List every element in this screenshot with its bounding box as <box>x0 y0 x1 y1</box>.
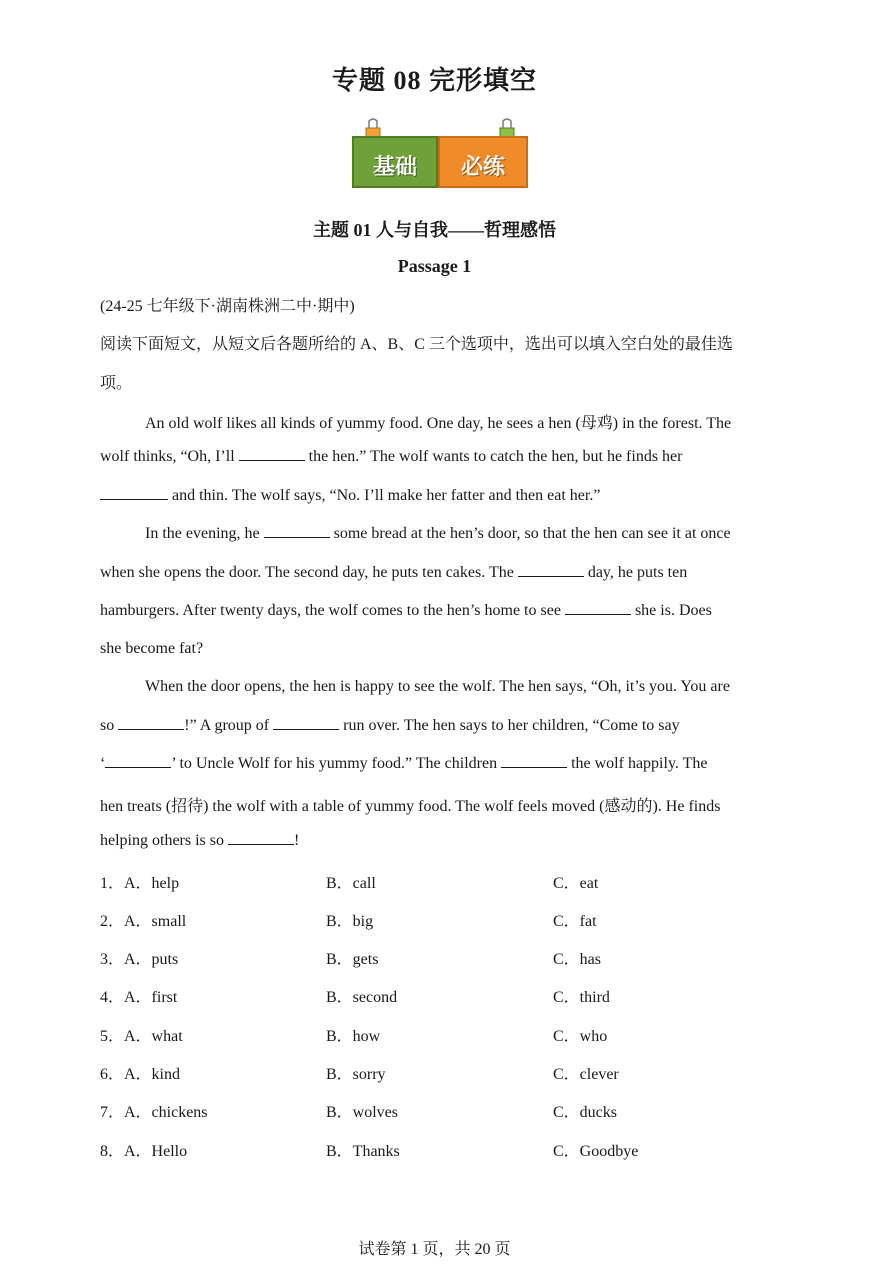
badge-left <box>352 136 438 188</box>
option-c[interactable]: C．Goodbye <box>553 1143 639 1160</box>
option-a[interactable]: 6．A．kind <box>100 1066 181 1083</box>
passage-line <box>100 487 600 505</box>
blank-2 <box>100 487 168 500</box>
option-a[interactable]: 5．A．what <box>100 1028 183 1045</box>
passage-text: so <box>100 717 119 734</box>
instruction-line-2: 项。 <box>100 375 133 392</box>
passage-line: hen treats (招待) the wolf with a table of yummy food. The wolf feels moved (感动的). He finds <box>100 798 721 815</box>
question-row <box>100 870 800 892</box>
option-b[interactable]: B．big <box>326 913 374 930</box>
passage-text: and thin. The wolf says, “No. I’ll make her fatter and then eat her.” <box>168 487 601 504</box>
question-row <box>100 1023 800 1045</box>
blank-3 <box>264 525 330 538</box>
option-c[interactable]: C．fat <box>553 913 597 930</box>
passage-text: In the evening, he <box>145 525 264 542</box>
passage-text: day, he puts ten <box>583 564 688 581</box>
question-row <box>100 946 800 968</box>
passage-line <box>100 832 299 850</box>
passage-text: she is. Does <box>630 602 712 619</box>
blank-5 <box>565 602 631 615</box>
badge-right-label: 必练 <box>460 155 505 180</box>
passage-line: An old wolf likes all kinds of yummy food. One day, he sees a hen (母鸡) in the forest. The <box>145 415 732 432</box>
passage-text: ! <box>294 832 300 849</box>
blank-6 <box>118 717 184 730</box>
option-b[interactable]: B．sorry <box>326 1066 386 1083</box>
passage-text: ’ to Uncle Wolf for his yummy food.” The children <box>171 755 502 772</box>
badge-left-label: 基础 <box>372 155 417 180</box>
blank-10 <box>228 832 294 845</box>
passage-text: the hen.” The wolf wants to catch the hen, but he finds her <box>304 448 683 465</box>
passage-line <box>100 602 712 620</box>
option-c[interactable]: C．has <box>553 951 602 968</box>
passage-line <box>100 448 682 466</box>
option-b[interactable]: B．Thanks <box>326 1143 400 1160</box>
option-a[interactable]: 8．A．Hello <box>100 1143 188 1160</box>
question-row <box>100 1138 800 1160</box>
option-b[interactable]: B．call <box>326 875 376 892</box>
option-a[interactable]: 7．A．chickens <box>100 1104 208 1121</box>
passage-text: some bread at the hen’s door, so that the hen can see it at once <box>329 525 731 542</box>
passage-text: hamburgers. After twenty days, the wolf comes to the hen’s home to see <box>100 602 565 619</box>
option-c[interactable]: C．clever <box>553 1066 619 1083</box>
question-row <box>100 984 800 1006</box>
option-c[interactable]: C．ducks <box>553 1104 618 1121</box>
option-b[interactable]: B．second <box>326 989 398 1006</box>
passage-text: when she opens the door. The second day, he puts ten cakes. The <box>100 564 518 581</box>
passage-text: ‘ <box>100 755 106 772</box>
passage-line <box>145 525 731 543</box>
passage-line <box>100 717 680 735</box>
passage-line <box>100 564 687 582</box>
question-row <box>100 1099 800 1121</box>
theme-heading: 主题 01 人与自我——哲理感悟 <box>313 220 556 240</box>
option-b[interactable]: B．how <box>326 1028 381 1045</box>
passage-text: wolf thinks, “Oh, I’ll <box>100 448 239 465</box>
blank-4 <box>518 564 584 577</box>
passage-line <box>100 755 708 773</box>
blank-8 <box>105 755 171 768</box>
page-title: 专题 08 完形填空 <box>331 66 537 95</box>
question-row <box>100 1061 800 1083</box>
blank-7 <box>273 717 339 730</box>
badge-right <box>438 136 528 188</box>
source-line: (24-25 七年级下·湖南株洲二中·期中) <box>100 298 355 315</box>
option-a[interactable]: 3．A．puts <box>100 951 179 968</box>
option-b[interactable]: B．gets <box>326 951 379 968</box>
instruction-line-1: 阅读下面短文，从短文后各题所给的 A、B、C 三个选项中，选出可以填入空白处的最佳选 <box>100 336 733 353</box>
passage-text: the wolf happily. The <box>567 755 708 772</box>
option-a[interactable]: 1．A．help <box>100 875 180 892</box>
blank-1 <box>239 448 305 461</box>
section-badge <box>350 118 530 192</box>
passage-text: !” A group of <box>184 717 274 734</box>
option-c[interactable]: C．eat <box>553 875 599 892</box>
option-a[interactable]: 2．A．small <box>100 913 187 930</box>
question-row <box>100 908 800 930</box>
passage-line: When the door opens, the hen is happy to see the wolf. The hen says, “Oh, it’s you. You are <box>145 678 730 695</box>
passage-text: run over. The hen says to her children, “Come to say <box>339 717 680 734</box>
blank-9 <box>501 755 567 768</box>
passage-heading: Passage 1 <box>397 256 472 276</box>
option-c[interactable]: C．who <box>553 1028 608 1045</box>
option-b[interactable]: B．wolves <box>326 1104 399 1121</box>
passage-text: helping others is so <box>100 832 228 849</box>
page-footer: 试卷第 1 页，共 20 页 <box>358 1241 511 1258</box>
option-a[interactable]: 4．A．first <box>100 989 178 1006</box>
passage-line: she become fat? <box>100 640 204 657</box>
option-c[interactable]: C．third <box>553 989 610 1006</box>
